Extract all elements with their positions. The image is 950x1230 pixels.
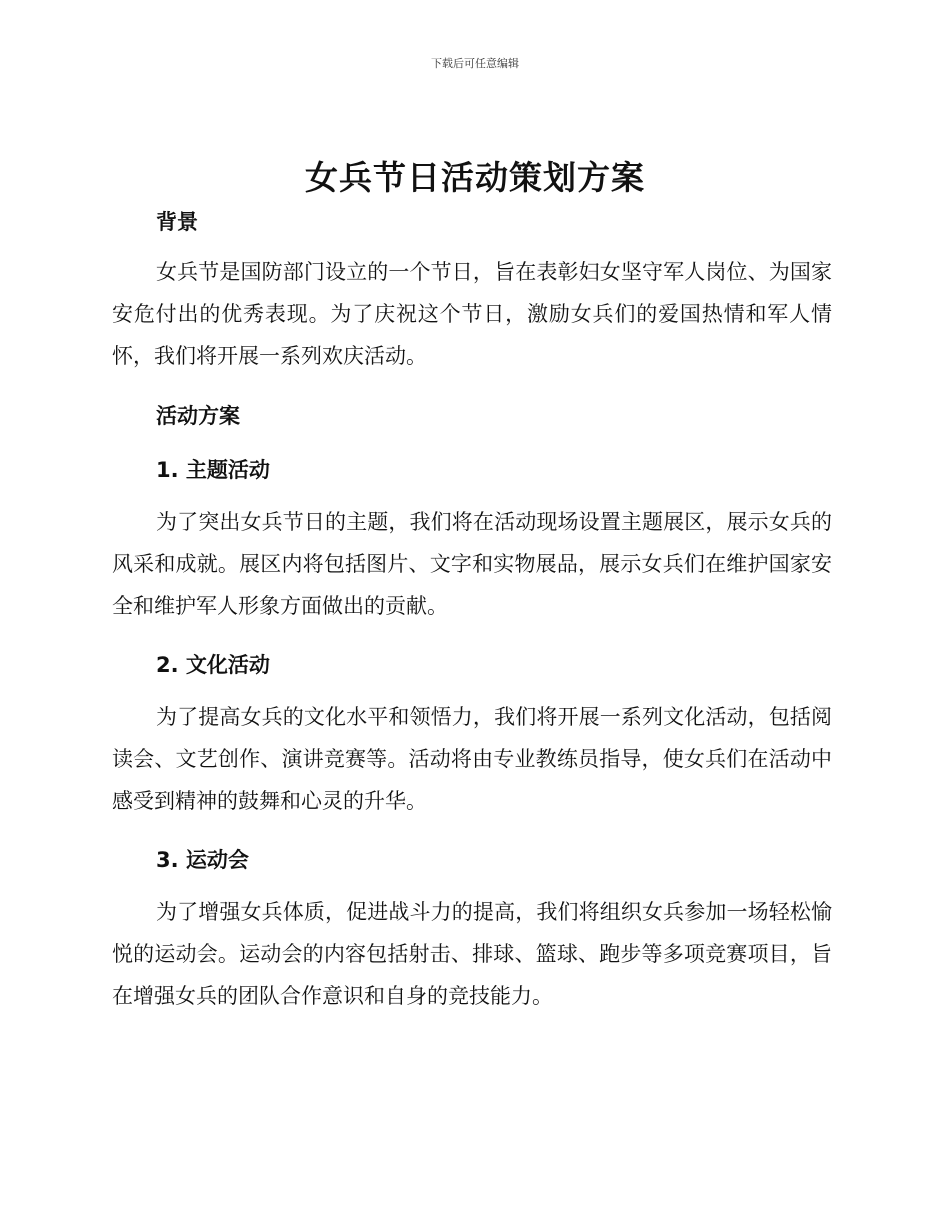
paragraph-culture-activity: 为了提高女兵的文化水平和领悟力，我们将开展一系列文化活动，包括阅读会、文艺创作、演讲竞赛等。活动将由专业教练员指导，使女兵们在活动中感受到精神的鼓舞和心灵的升华。 — [112, 705, 832, 813]
heading-sports-meet: 3. 运动会 — [156, 848, 249, 872]
paragraph-theme-activity: 为了突出女兵节日的主题，我们将在活动现场设置主题展区，展示女兵的风采和成就。展区内将包括图片、文字和实物展品，展示女兵们在维护国家安全和维护军人形象方面做出的贡献。 — [112, 510, 832, 618]
heading-theme-activity: 1. 主题活动 — [156, 458, 270, 482]
heading-activity-plan: 活动方案 — [156, 404, 240, 428]
paragraph-sports-meet: 为了增强女兵体质，促进战斗力的提高，我们将组织女兵参加一场轻松愉悦的运动会。运动会的内容包括射击、排球、篮球、跑步等多项竞赛项目，旨在增强女兵的团队合作意识和自身的竞技能力。 — [112, 900, 832, 1008]
heading-background: 背景 — [156, 210, 198, 234]
paragraph-background: 女兵节是国防部门设立的一个节日，旨在表彰妇女坚守军人岗位、为国家安危付出的优秀表现。为了庆祝这个节日，激励女兵们的爱国热情和军人情怀，我们将开展一系列欢庆活动。 — [112, 260, 832, 368]
document-title: 女兵节日活动策划方案 — [305, 158, 645, 197]
heading-culture-activity: 2. 文化活动 — [156, 653, 270, 677]
header-note: 下载后可任意编辑 — [431, 57, 519, 70]
